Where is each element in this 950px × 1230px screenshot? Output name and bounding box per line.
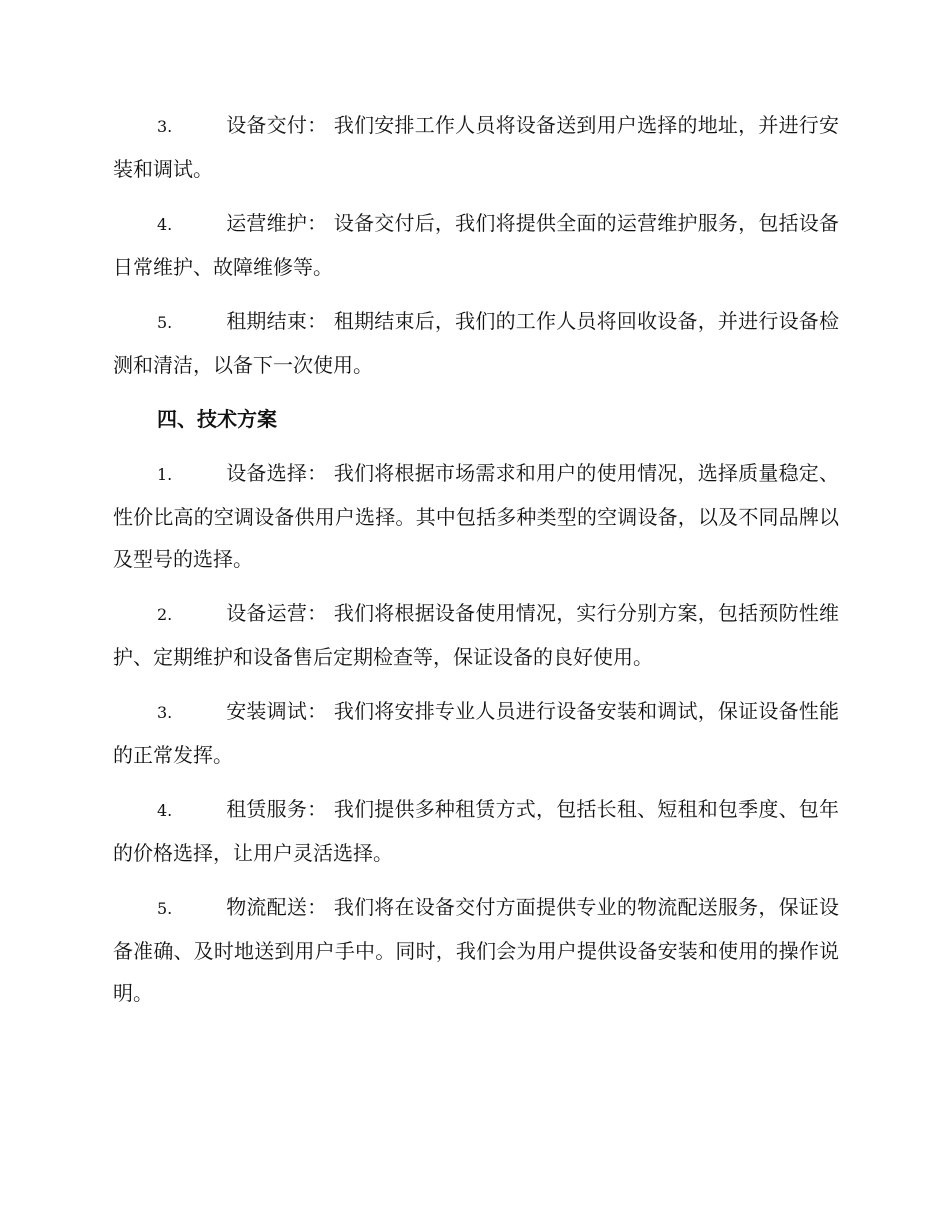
item-number: 5. — [157, 899, 173, 918]
list-item — [113, 886, 839, 1014]
item-text: 租赁服务： 我们提供多种租赁方式，包括长租、短租和包季度、包年的价格选择，让用户灵活选择。 — [113, 797, 839, 865]
list-item — [113, 788, 839, 874]
item-text: 设备选择： 我们将根据市场需求和用户的使用情况，选择质量稳定、性价比高的空调设备供用户选择。其中包括多种类型的空调设备，以及不同品牌以及型号的选择。 — [113, 461, 839, 571]
list-item — [113, 300, 839, 386]
list-item — [113, 104, 839, 190]
item-text: 安装调试： 我们将安排专业人员进行设备安装和调试，保证设备性能的正常发挥。 — [113, 699, 839, 767]
document-body — [113, 104, 839, 1026]
item-number: 4. — [157, 215, 173, 234]
section-heading: 四、技术方案 — [157, 407, 277, 431]
list-item — [113, 592, 839, 678]
item-text: 设备运营： 我们将根据设备使用情况，实行分别方案，包括预防性维护、定期维护和设备售后定期检查等，保证设备的良好使用。 — [113, 601, 839, 669]
item-number: 3. — [157, 117, 173, 136]
item-number: 2. — [157, 605, 173, 624]
list-item — [113, 202, 839, 288]
list-item — [113, 690, 839, 776]
item-number: 5. — [157, 313, 173, 332]
item-text: 设备交付： 我们安排工作人员将设备送到用户选择的地址，并进行安装和调试。 — [113, 113, 839, 181]
list-item — [113, 452, 839, 580]
item-number: 1. — [157, 465, 173, 484]
item-text: 运营维护： 设备交付后，我们将提供全面的运营维护服务，包括设备日常维护、故障维修等。 — [113, 211, 839, 279]
item-text: 物流配送： 我们将在设备交付方面提供专业的物流配送服务，保证设备准确、及时地送到用户手中。同时，我们会为用户提供设备安装和使用的操作说明。 — [113, 895, 839, 1005]
item-text: 租期结束： 租期结束后，我们的工作人员将回收设备，并进行设备检测和清洁，以备下一次使用。 — [113, 309, 839, 377]
item-number: 4. — [157, 801, 173, 820]
item-number: 3. — [157, 703, 173, 722]
